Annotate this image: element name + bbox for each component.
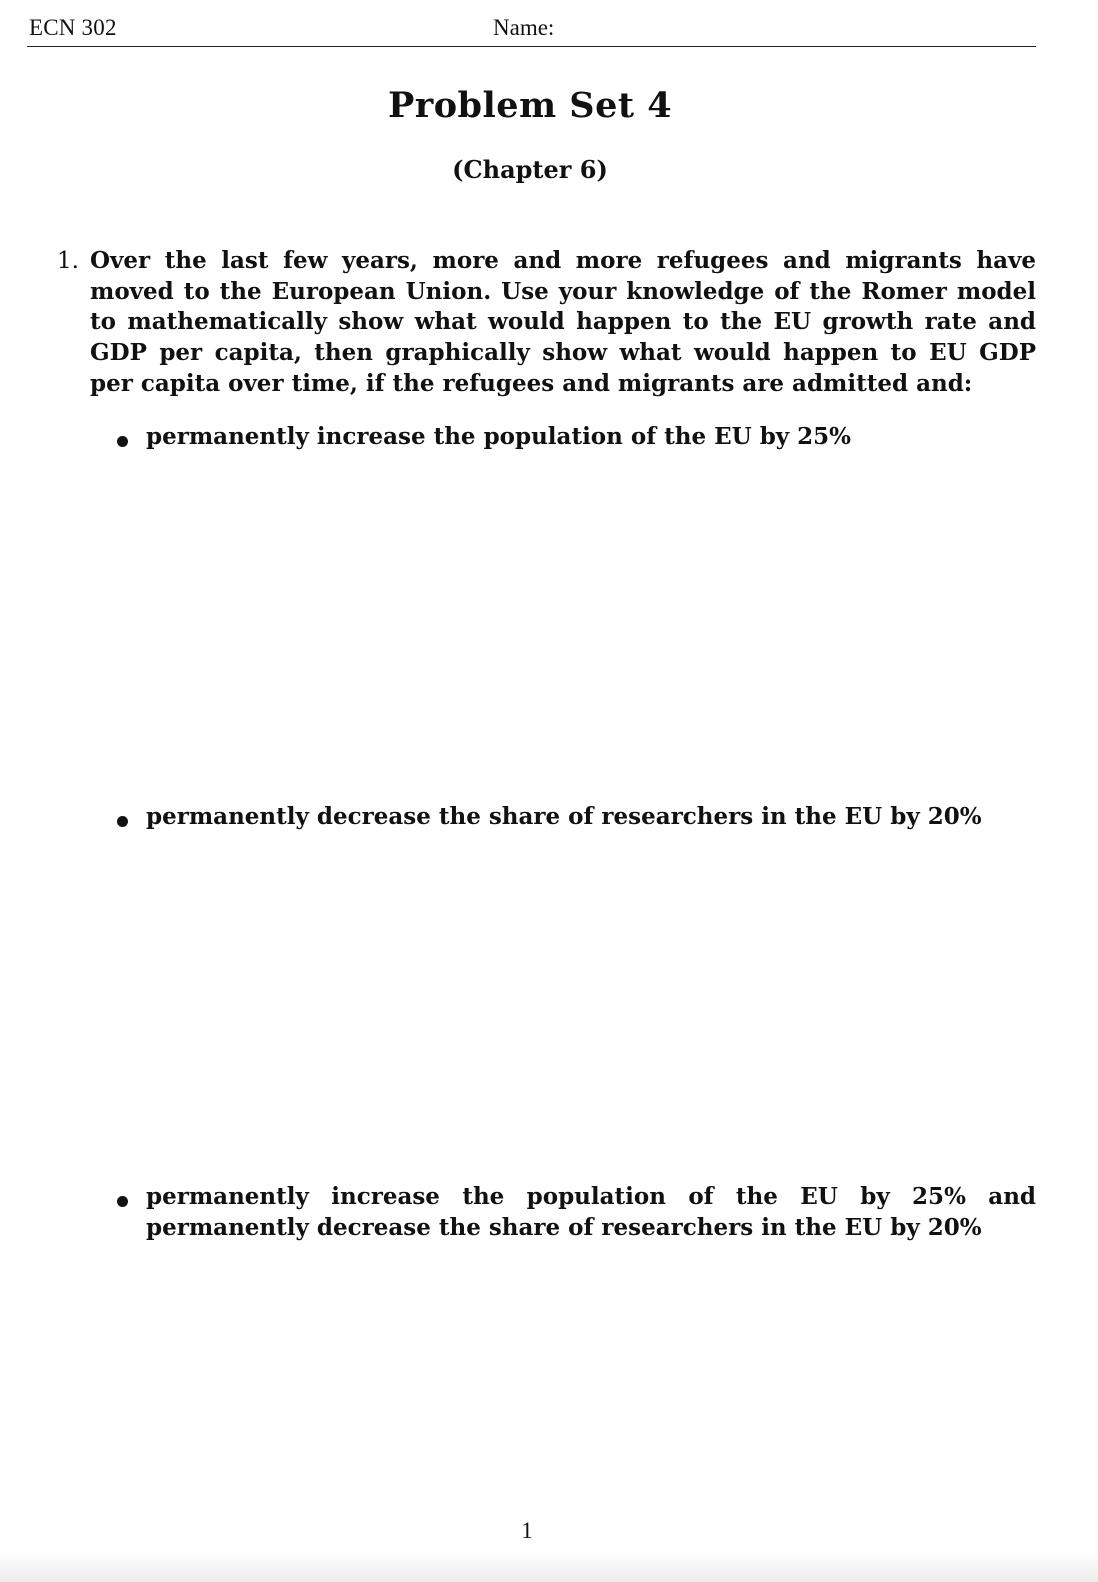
course-code: ECN 302 xyxy=(29,15,117,40)
page-header xyxy=(27,12,1036,47)
bullet-icon xyxy=(117,436,128,447)
name-field-label: Name: xyxy=(493,15,555,40)
bullet-icon xyxy=(117,1196,128,1207)
page-number: 1 xyxy=(521,1518,533,1543)
footer-shade xyxy=(0,1552,1098,1582)
document-subtitle: (Chapter 6) xyxy=(452,155,608,184)
bullet-text: permanently decrease the share of researchers in the EU by 20% xyxy=(146,803,982,830)
bullet-icon xyxy=(117,816,128,827)
bullet-text: permanently increase the population of the EU by 25% and permanently decrease the share of researchers in the EU by 20% xyxy=(146,1183,1036,1241)
question-number: 1. xyxy=(57,248,79,274)
bullet-text: permanently increase the population of the EU by 25% xyxy=(146,423,852,450)
document-title: Problem Set 4 xyxy=(387,85,673,126)
question-text: Over the last few years, more and more refugees and migrants have moved to the European Union. Use your knowledge of the Romer model to mathematically show what would happen to the EU growth rate and GDP per capita, then graphically show what would happen to EU GDP per capita over time, if the refugees and migrants are admitted and: xyxy=(90,247,1036,397)
